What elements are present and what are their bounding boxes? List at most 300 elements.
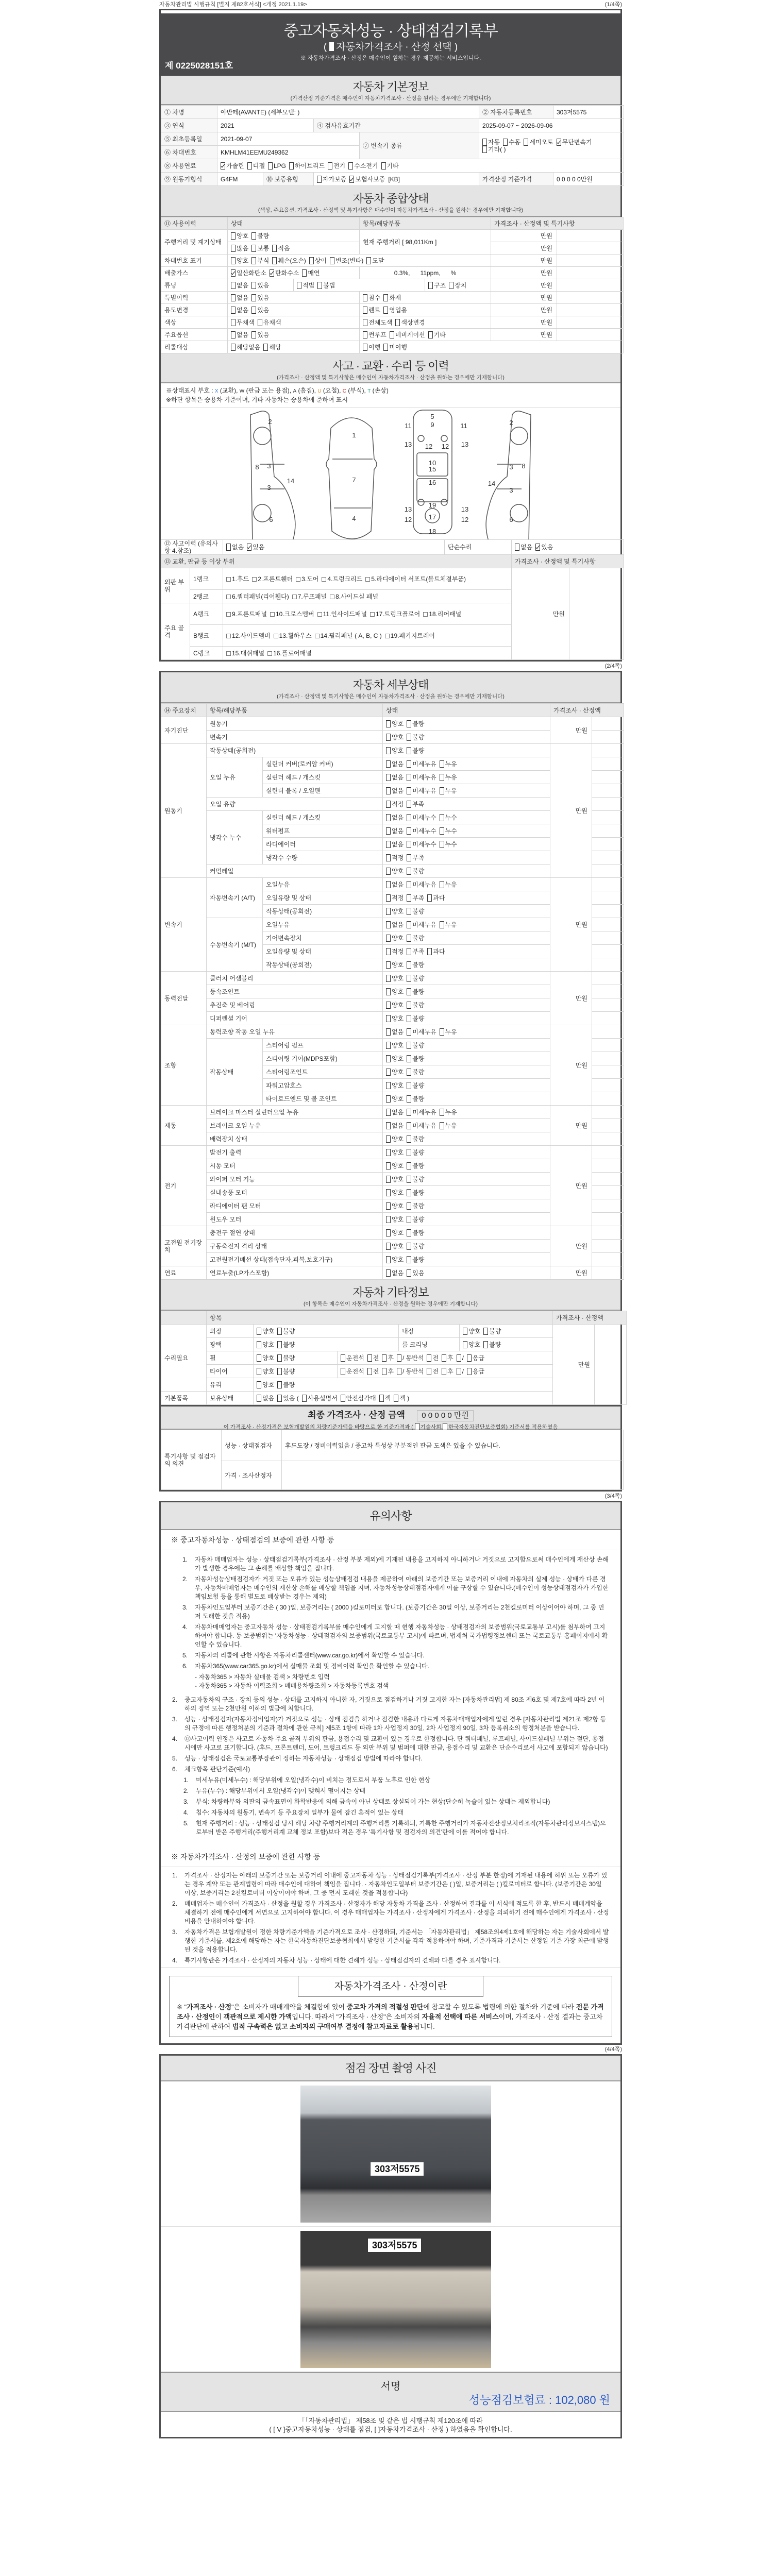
checkbox-option[interactable]: [383, 294, 401, 301]
checkbox[interactable]: [386, 948, 391, 955]
checkbox-option[interactable]: [407, 1015, 424, 1022]
checkbox-option[interactable]: [386, 774, 404, 781]
checkbox-option[interactable]: [277, 1381, 295, 1388]
checkbox[interactable]: [386, 1176, 391, 1183]
checkbox[interactable]: [231, 245, 236, 252]
checkbox[interactable]: [268, 162, 273, 170]
checkbox-option[interactable]: [407, 841, 436, 848]
checkbox-checked[interactable]: [247, 544, 251, 551]
checkbox[interactable]: [407, 935, 411, 942]
checkbox[interactable]: [386, 1229, 391, 1236]
checkbox[interactable]: [407, 1055, 411, 1062]
checkbox-option[interactable]: [386, 921, 404, 928]
checkbox-option[interactable]: [363, 307, 380, 314]
checkbox[interactable]: [407, 1095, 411, 1103]
checkbox-option[interactable]: [394, 1395, 409, 1402]
checkbox[interactable]: [252, 577, 257, 582]
checkbox[interactable]: [407, 1015, 411, 1022]
checkbox[interactable]: [231, 344, 236, 351]
part-option[interactable]: [270, 611, 314, 618]
checkbox-option[interactable]: [407, 1189, 424, 1196]
checkbox-option[interactable]: [231, 257, 248, 264]
checkbox[interactable]: [328, 162, 332, 170]
checkbox-checked[interactable]: [270, 269, 274, 277]
checkbox-option[interactable]: [251, 294, 269, 301]
checkbox[interactable]: [407, 881, 411, 888]
checkbox-option[interactable]: [440, 1028, 457, 1036]
checkbox-option[interactable]: [407, 1256, 424, 1263]
checkbox[interactable]: [363, 344, 367, 351]
checkbox[interactable]: [407, 1216, 411, 1223]
checkbox-option[interactable]: [251, 245, 269, 252]
checkbox[interactable]: [407, 760, 411, 768]
checkbox-option[interactable]: [272, 245, 290, 252]
checkbox-option[interactable]: [407, 734, 424, 741]
checkbox[interactable]: [407, 827, 411, 835]
checkbox-option[interactable]: [302, 1395, 338, 1402]
checkbox[interactable]: [407, 921, 411, 928]
checkbox[interactable]: [315, 634, 320, 638]
checkbox-option[interactable]: [226, 544, 244, 551]
checkbox[interactable]: [386, 801, 391, 808]
checkbox-option[interactable]: [386, 1149, 404, 1156]
checkbox-option[interactable]: [270, 269, 299, 277]
checkbox-option[interactable]: [231, 269, 266, 277]
checkbox-option[interactable]: [363, 319, 392, 326]
checkbox[interactable]: [365, 577, 370, 582]
checkbox-option[interactable]: [407, 1202, 424, 1210]
part-option[interactable]: [226, 650, 264, 657]
checkbox[interactable]: [383, 307, 388, 314]
checkbox-option[interactable]: [407, 801, 424, 808]
checkbox-option[interactable]: [386, 935, 404, 942]
checkbox[interactable]: [277, 1368, 282, 1375]
checkbox[interactable]: [348, 162, 353, 170]
checkbox-option[interactable]: [297, 282, 314, 289]
checkbox[interactable]: [330, 595, 334, 599]
checkbox[interactable]: [407, 747, 411, 754]
checkbox-option[interactable]: [457, 1368, 464, 1375]
checkbox-option[interactable]: [386, 1216, 404, 1223]
part-option[interactable]: [267, 650, 312, 657]
checkbox-option[interactable]: [251, 257, 269, 264]
checkbox[interactable]: [267, 651, 272, 656]
checkbox-option[interactable]: [483, 1341, 501, 1348]
checkbox[interactable]: [467, 1354, 472, 1362]
checkbox-option[interactable]: [440, 841, 457, 848]
checkbox[interactable]: [302, 269, 307, 277]
checkbox-option[interactable]: [257, 1354, 274, 1362]
checkbox[interactable]: [251, 294, 256, 301]
checkbox[interactable]: [370, 612, 375, 617]
checkbox-option[interactable]: [440, 774, 457, 781]
checkbox[interactable]: [457, 1368, 461, 1375]
checkbox-option[interactable]: [407, 908, 424, 915]
checkbox[interactable]: [397, 1368, 401, 1375]
checkbox-option[interactable]: [407, 1122, 436, 1129]
part-option[interactable]: [322, 575, 362, 583]
checkbox[interactable]: [386, 1269, 391, 1277]
checkbox[interactable]: [309, 257, 314, 264]
checkbox-option[interactable]: [309, 257, 327, 264]
checkbox[interactable]: [386, 881, 391, 888]
checkbox-option[interactable]: [231, 232, 248, 240]
checkbox[interactable]: [407, 1069, 411, 1076]
checkbox[interactable]: [386, 975, 391, 982]
checkbox-option[interactable]: [263, 344, 281, 351]
checkbox-option[interactable]: [440, 787, 457, 794]
checkbox-option[interactable]: [386, 787, 404, 794]
checkbox[interactable]: [363, 331, 367, 338]
checkbox-checked[interactable]: [535, 544, 540, 551]
checkbox[interactable]: [407, 1162, 411, 1170]
checkbox[interactable]: [386, 908, 391, 915]
checkbox-option[interactable]: [386, 841, 404, 848]
checkbox-option[interactable]: [407, 1069, 424, 1076]
checkbox[interactable]: [383, 294, 388, 301]
checkbox-option[interactable]: [427, 894, 445, 902]
checkbox[interactable]: [277, 1341, 282, 1348]
checkbox-option[interactable]: [407, 948, 424, 955]
checkbox[interactable]: [302, 1395, 307, 1402]
select-checkbox[interactable]: [329, 42, 334, 51]
checkbox[interactable]: [440, 827, 444, 835]
checkbox[interactable]: [226, 577, 231, 582]
checkbox[interactable]: [231, 294, 236, 301]
part-option[interactable]: [385, 632, 435, 639]
checkbox[interactable]: [386, 787, 391, 794]
checkbox[interactable]: [341, 1354, 345, 1362]
checkbox[interactable]: [407, 1109, 411, 1116]
checkbox[interactable]: [463, 1328, 467, 1335]
checkbox[interactable]: [386, 814, 391, 821]
checkbox[interactable]: [386, 774, 391, 781]
checkbox-option[interactable]: [386, 1176, 404, 1183]
checkbox[interactable]: [428, 331, 433, 338]
checkbox[interactable]: [385, 634, 390, 638]
checkbox[interactable]: [395, 319, 400, 326]
checkbox[interactable]: [483, 1341, 488, 1348]
checkbox-checked[interactable]: [349, 176, 354, 183]
checkbox[interactable]: [386, 1109, 391, 1116]
checkbox[interactable]: [482, 139, 487, 146]
checkbox-option[interactable]: [386, 1269, 404, 1277]
part-option[interactable]: [274, 632, 312, 639]
checkbox[interactable]: [226, 595, 231, 599]
checkbox[interactable]: [330, 257, 334, 264]
checkbox-option[interactable]: [386, 801, 404, 808]
checkbox-option[interactable]: [231, 294, 248, 301]
checkbox[interactable]: [258, 319, 262, 326]
checkbox[interactable]: [440, 841, 444, 848]
checkbox[interactable]: [277, 1381, 282, 1388]
checkbox-option[interactable]: [231, 319, 255, 326]
checkbox[interactable]: [386, 921, 391, 928]
checkbox[interactable]: [277, 1328, 282, 1335]
checkbox[interactable]: [363, 319, 367, 326]
checkbox[interactable]: [270, 612, 275, 617]
checkbox[interactable]: [386, 1256, 391, 1263]
checkbox[interactable]: [407, 1243, 411, 1250]
checkbox[interactable]: [257, 1354, 261, 1362]
checkbox[interactable]: [463, 1341, 467, 1348]
checkbox-option[interactable]: [440, 827, 457, 835]
checkbox-option[interactable]: [363, 344, 380, 351]
checkbox-option[interactable]: [386, 1055, 404, 1062]
checkbox[interactable]: [257, 1328, 261, 1335]
checkbox[interactable]: [386, 1055, 391, 1062]
checkbox[interactable]: [407, 1082, 411, 1089]
checkbox[interactable]: [296, 577, 300, 582]
checkbox[interactable]: [407, 814, 411, 821]
checkbox-option[interactable]: [407, 814, 436, 821]
checkbox-option[interactable]: [231, 245, 248, 252]
checkbox-option[interactable]: [407, 854, 424, 861]
checkbox[interactable]: [251, 257, 256, 264]
checkbox[interactable]: [367, 1354, 372, 1362]
checkbox[interactable]: [251, 245, 256, 252]
checkbox-option[interactable]: [407, 988, 424, 995]
checkbox[interactable]: [292, 595, 297, 599]
checkbox[interactable]: [503, 139, 508, 146]
checkbox-option[interactable]: [407, 1243, 424, 1250]
checkbox-option[interactable]: [427, 1354, 439, 1362]
checkbox[interactable]: [317, 612, 322, 617]
checkbox[interactable]: [272, 257, 277, 264]
checkbox-option[interactable]: [557, 139, 592, 146]
checkbox-option[interactable]: [317, 282, 335, 289]
checkbox-option[interactable]: [386, 1069, 404, 1076]
checkbox-option[interactable]: [407, 774, 436, 781]
checkbox-option[interactable]: [251, 331, 269, 338]
checkbox-option[interactable]: [386, 760, 404, 768]
checkbox[interactable]: [386, 1095, 391, 1103]
checkbox[interactable]: [427, 1368, 431, 1375]
checkbox-option[interactable]: [407, 747, 424, 754]
checkbox[interactable]: [394, 1395, 398, 1402]
checkbox-option[interactable]: [482, 146, 506, 153]
checkbox[interactable]: [407, 854, 411, 861]
checkbox-option[interactable]: [482, 139, 500, 146]
checkbox[interactable]: [443, 1423, 447, 1430]
checkbox-option[interactable]: [427, 948, 445, 955]
checkbox[interactable]: [379, 1395, 384, 1402]
checkbox-option[interactable]: [251, 232, 269, 240]
part-option[interactable]: [370, 611, 420, 618]
checkbox-option[interactable]: [386, 1015, 404, 1022]
checkbox-option[interactable]: [257, 1368, 274, 1375]
checkbox-option[interactable]: [341, 1395, 376, 1402]
checkbox-option[interactable]: [386, 1002, 404, 1009]
checkbox-option[interactable]: [386, 1136, 404, 1143]
checkbox-option[interactable]: [467, 1354, 484, 1362]
checkbox[interactable]: [317, 282, 322, 289]
checkbox[interactable]: [386, 1042, 391, 1049]
checkbox-option[interactable]: [442, 1368, 453, 1375]
checkbox-option[interactable]: [251, 307, 269, 314]
checkbox-option[interactable]: [386, 814, 404, 821]
checkbox[interactable]: [386, 720, 391, 727]
checkbox-option[interactable]: [386, 747, 404, 754]
checkbox[interactable]: [407, 787, 411, 794]
part-option[interactable]: [226, 632, 271, 639]
checkbox[interactable]: [386, 734, 391, 741]
checkbox-option[interactable]: [428, 282, 446, 289]
checkbox[interactable]: [317, 176, 322, 183]
checkbox-option[interactable]: [231, 331, 248, 338]
checkbox[interactable]: [231, 232, 236, 240]
checkbox-option[interactable]: [231, 282, 248, 289]
checkbox-option[interactable]: [407, 787, 436, 794]
checkbox[interactable]: [363, 294, 367, 301]
checkbox[interactable]: [407, 1202, 411, 1210]
checkbox[interactable]: [386, 868, 391, 875]
checkbox-option[interactable]: [397, 1354, 424, 1362]
checkbox[interactable]: [277, 1395, 282, 1402]
checkbox-option[interactable]: [386, 1229, 404, 1236]
checkbox[interactable]: [257, 1341, 261, 1348]
checkbox-option[interactable]: [535, 544, 553, 551]
checkbox-option[interactable]: [386, 881, 404, 888]
checkbox[interactable]: [386, 760, 391, 768]
part-option[interactable]: [315, 632, 382, 639]
checkbox[interactable]: [231, 282, 236, 289]
checkbox-option[interactable]: [440, 760, 457, 768]
checkbox[interactable]: [407, 948, 411, 955]
checkbox-option[interactable]: [395, 319, 425, 326]
checkbox[interactable]: [440, 1028, 444, 1036]
checkbox-option[interactable]: [407, 1095, 424, 1103]
checkbox[interactable]: [407, 1176, 411, 1183]
checkbox-option[interactable]: [257, 1328, 274, 1335]
checkbox[interactable]: [407, 1189, 411, 1196]
checkbox[interactable]: [407, 908, 411, 915]
checkbox[interactable]: [231, 257, 236, 264]
checkbox[interactable]: [386, 854, 391, 861]
checkbox-option[interactable]: [328, 162, 345, 170]
checkbox-option[interactable]: [257, 1395, 274, 1402]
checkbox[interactable]: [251, 331, 256, 338]
checkbox[interactable]: [381, 162, 386, 170]
checkbox[interactable]: [386, 961, 391, 969]
checkbox-option[interactable]: [251, 282, 269, 289]
checkbox-option[interactable]: [386, 1256, 404, 1263]
checkbox[interactable]: [272, 245, 277, 252]
checkbox-option[interactable]: [363, 331, 386, 338]
checkbox[interactable]: [257, 1368, 261, 1375]
checkbox-option[interactable]: [407, 1042, 424, 1049]
checkbox[interactable]: [386, 1082, 391, 1089]
checkbox-option[interactable]: [407, 1109, 436, 1116]
checkbox-option[interactable]: [247, 162, 265, 170]
checkbox[interactable]: [483, 1328, 488, 1335]
checkbox-option[interactable]: [386, 894, 404, 902]
checkbox-option[interactable]: [366, 257, 384, 264]
checkbox-option[interactable]: [407, 827, 436, 835]
checkbox[interactable]: [251, 282, 256, 289]
checkbox-option[interactable]: [386, 1243, 404, 1250]
checkbox-option[interactable]: [407, 881, 436, 888]
checkbox-option[interactable]: [231, 344, 260, 351]
checkbox-option[interactable]: [277, 1395, 299, 1402]
checkbox[interactable]: [407, 1002, 411, 1009]
checkbox[interactable]: [289, 162, 294, 170]
checkbox[interactable]: [386, 1122, 391, 1129]
checkbox[interactable]: [440, 1109, 444, 1116]
checkbox[interactable]: [407, 975, 411, 982]
checkbox-option[interactable]: [386, 1042, 404, 1049]
checkbox[interactable]: [386, 1015, 391, 1022]
checkbox[interactable]: [407, 1256, 411, 1263]
checkbox-option[interactable]: [382, 1354, 394, 1362]
checkbox-option[interactable]: [386, 1189, 404, 1196]
checkbox[interactable]: [440, 760, 444, 768]
checkbox[interactable]: [449, 282, 453, 289]
checkbox[interactable]: [407, 961, 411, 969]
checkbox-option[interactable]: [317, 176, 346, 183]
checkbox-option[interactable]: [367, 1368, 379, 1375]
checkbox-option[interactable]: [407, 1002, 424, 1009]
checkbox-option[interactable]: [407, 720, 424, 727]
checkbox-option[interactable]: [386, 975, 404, 982]
checkbox-option[interactable]: [407, 1216, 424, 1223]
checkbox-option[interactable]: [463, 1341, 480, 1348]
checkbox[interactable]: [440, 814, 444, 821]
checkbox-option[interactable]: [463, 1328, 480, 1335]
checkbox-option[interactable]: [277, 1368, 295, 1375]
checkbox-option[interactable]: [386, 961, 404, 969]
checkbox-option[interactable]: [440, 1122, 457, 1129]
part-option[interactable]: [226, 593, 289, 600]
checkbox[interactable]: [263, 344, 268, 351]
checkbox[interactable]: [457, 1354, 461, 1362]
checkbox[interactable]: [226, 634, 231, 638]
checkbox[interactable]: [277, 1354, 282, 1362]
checkbox-option[interactable]: [407, 935, 424, 942]
checkbox[interactable]: [407, 868, 411, 875]
checkbox[interactable]: [407, 894, 411, 902]
checkbox[interactable]: [427, 948, 432, 955]
checkbox[interactable]: [386, 1243, 391, 1250]
checkbox-option[interactable]: [382, 1368, 394, 1375]
checkbox-option[interactable]: [524, 139, 553, 146]
part-option[interactable]: [330, 593, 378, 600]
checkbox[interactable]: [386, 1149, 391, 1156]
part-option[interactable]: [365, 575, 466, 583]
part-option[interactable]: [292, 593, 327, 600]
checkbox[interactable]: [297, 282, 301, 289]
checkbox-option[interactable]: [386, 1122, 404, 1129]
checkbox-option[interactable]: [386, 1202, 404, 1210]
checkbox-option[interactable]: [302, 269, 320, 277]
checkbox[interactable]: [367, 1368, 372, 1375]
checkbox[interactable]: [482, 146, 487, 153]
checkbox-option[interactable]: [440, 814, 457, 821]
checkbox[interactable]: [386, 841, 391, 848]
checkbox[interactable]: [226, 651, 231, 656]
checkbox-option[interactable]: [407, 1082, 424, 1089]
checkbox-option[interactable]: [407, 894, 424, 902]
checkbox-option[interactable]: [257, 1341, 274, 1348]
checkbox[interactable]: [515, 544, 519, 551]
checkbox-option[interactable]: [427, 1368, 439, 1375]
checkbox[interactable]: [386, 1069, 391, 1076]
checkbox[interactable]: [440, 881, 444, 888]
checkbox[interactable]: [383, 344, 388, 351]
checkbox-option[interactable]: [407, 1269, 424, 1277]
checkbox[interactable]: [366, 257, 371, 264]
checkbox[interactable]: [386, 1189, 391, 1196]
